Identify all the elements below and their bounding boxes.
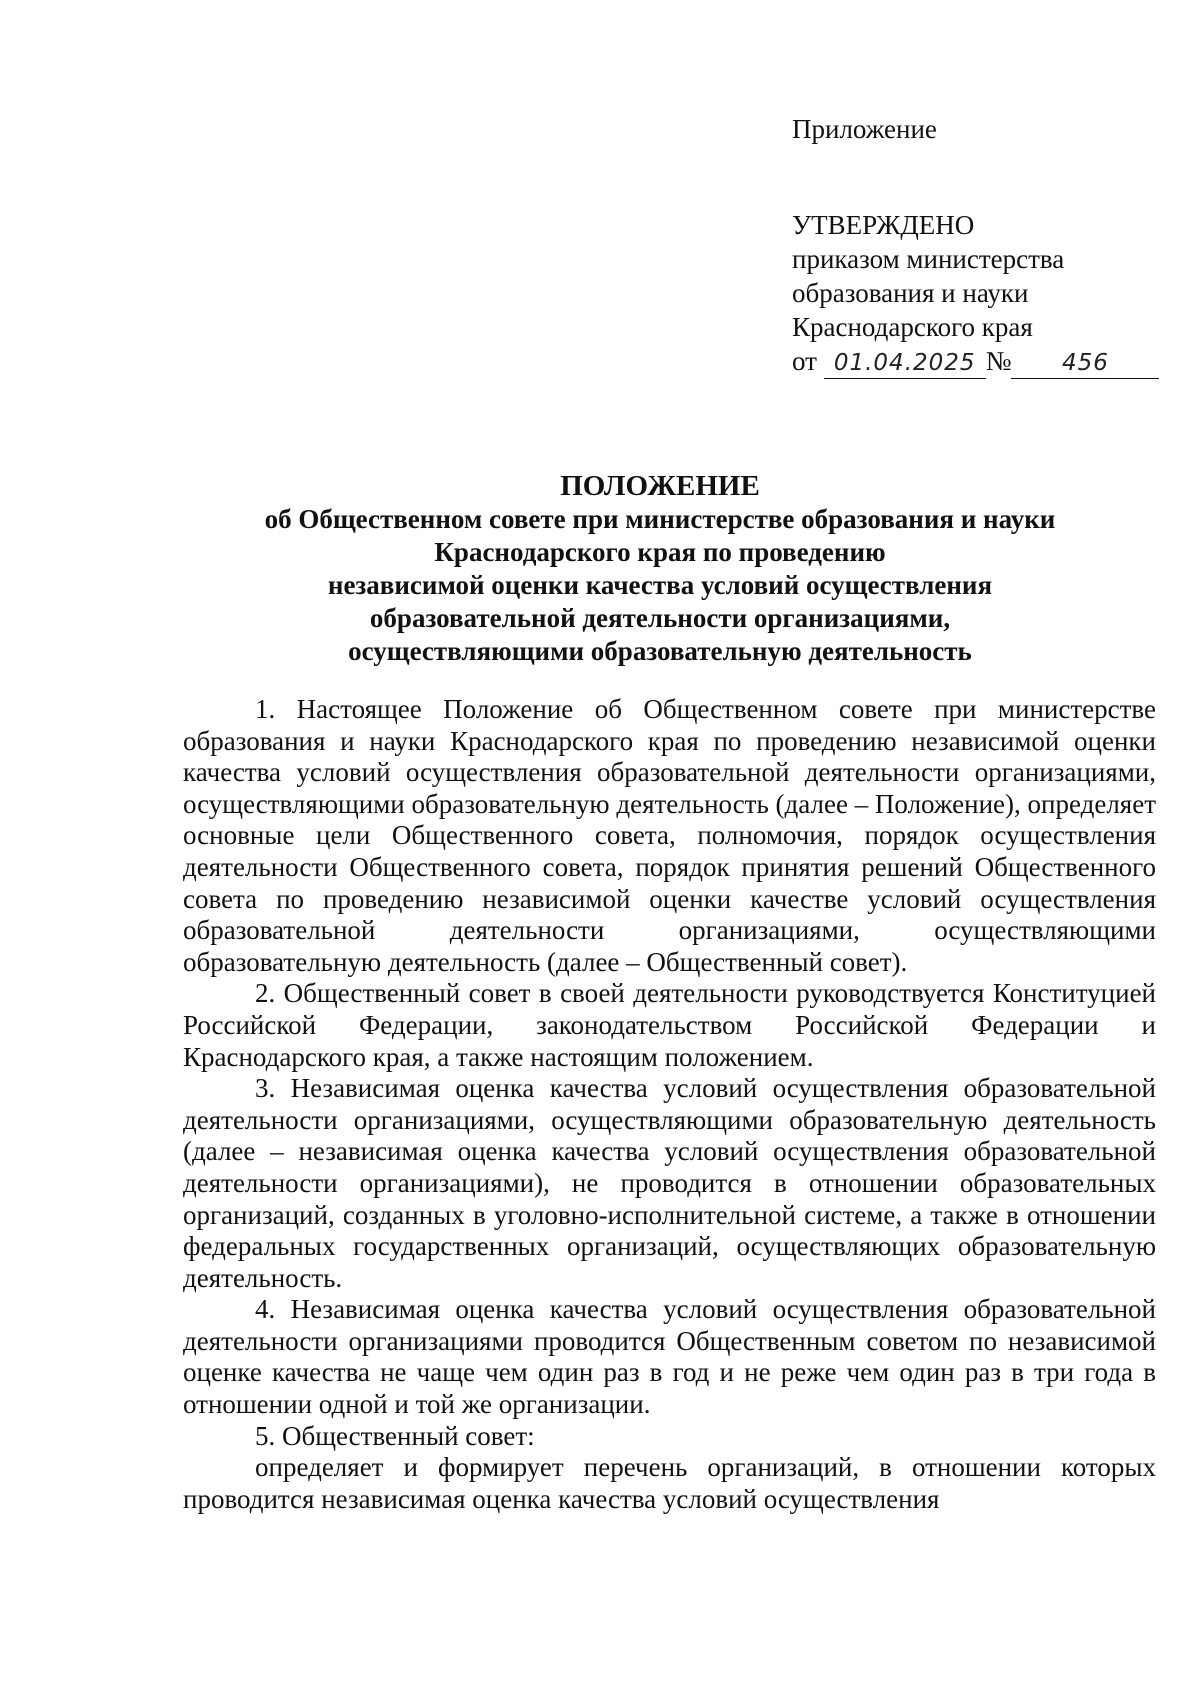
approval-line-2: образования и науки xyxy=(792,278,1029,308)
number-sign: № xyxy=(985,346,1012,376)
document-subtitle-line-1: об Общественном совете при министерстве образования и науки xyxy=(264,504,1056,534)
document-subtitle-line-4: образовательной деятельности организациями, xyxy=(369,603,951,633)
document-subtitle-line-2: Краснодарского края по проведению xyxy=(434,537,886,567)
document-subtitle-line-3: независимой оценки качества условий осуществления xyxy=(327,570,993,600)
document-body xyxy=(183,694,1156,1515)
approval-line-3: Краснодарского края xyxy=(792,312,1033,342)
appendix-label: Приложение xyxy=(792,114,937,144)
approval-line-1: приказом министерства xyxy=(792,244,1065,274)
document-title: ПОЛОЖЕНИЕ xyxy=(560,470,760,502)
approved-heading: УТВЕРЖДЕНО xyxy=(792,210,975,240)
paragraph-2: 2. Общественный совет в своей деятельности руководствуется Конституцией Российской Федерации, законодательством Российской Федерации и Краснодарского края, а также настоящим положением. xyxy=(183,978,1156,1072)
paragraph-3: 3. Независимая оценка качества условий осуществления образовательной деятельности организациями, осуществляющими образовательную деятельность (далее – независимая оценка качества условий осуществления образовательной деятельности организациями), не проводится в отношении образовательных организаций, созданных в уголовно-исполнительной системе, а также в отношении федеральных государственных организаций, осуществляющих образовательную деятельность. xyxy=(183,1073,1156,1293)
handwritten-number: 456 xyxy=(1062,350,1109,376)
approval-stamp-block xyxy=(792,208,1159,378)
paragraph-6: определяет и формирует перечень организаций, в отношении которых проводится независимая оценка качества условий осуществления xyxy=(183,1452,1156,1514)
date-prefix: от xyxy=(792,346,817,376)
approval-date-number-line xyxy=(792,344,1159,378)
handwritten-date: 01.04.2025 xyxy=(833,350,976,376)
paragraph-4: 4. Независимая оценка качества условий осуществления образовательной деятельности организациями проводится Общественным советом по независимой оценке качества не чаще чем один раз в год и не реже чем один раз в три года в отношении одной и той же организации. xyxy=(183,1294,1156,1420)
number-field xyxy=(1011,346,1159,379)
paragraph-1: 1. Настоящее Положение об Общественном совете при министерстве образования и науки Краснодарского края по проведению независимой оценки качества условий осуществления образовательной деятельности организациями, осуществляющими образовательную деятельность (далее – Положение), определяет основные цели Общественного совета, полномочия, порядок осуществления деятельности Общественного совета, порядок принятия решений Общественного совета по проведению независимой оценки качестве условий осуществления образовательной деятельности организациями, осуществляющими образовательную деятельность (далее – Общественный совет). xyxy=(183,694,1157,977)
paragraph-5: 5. Общественный совет: xyxy=(255,1420,535,1451)
document-heading xyxy=(150,470,1170,668)
date-field xyxy=(824,346,986,379)
document-subtitle-line-5: осуществляющими образовательную деятельность xyxy=(348,636,972,666)
